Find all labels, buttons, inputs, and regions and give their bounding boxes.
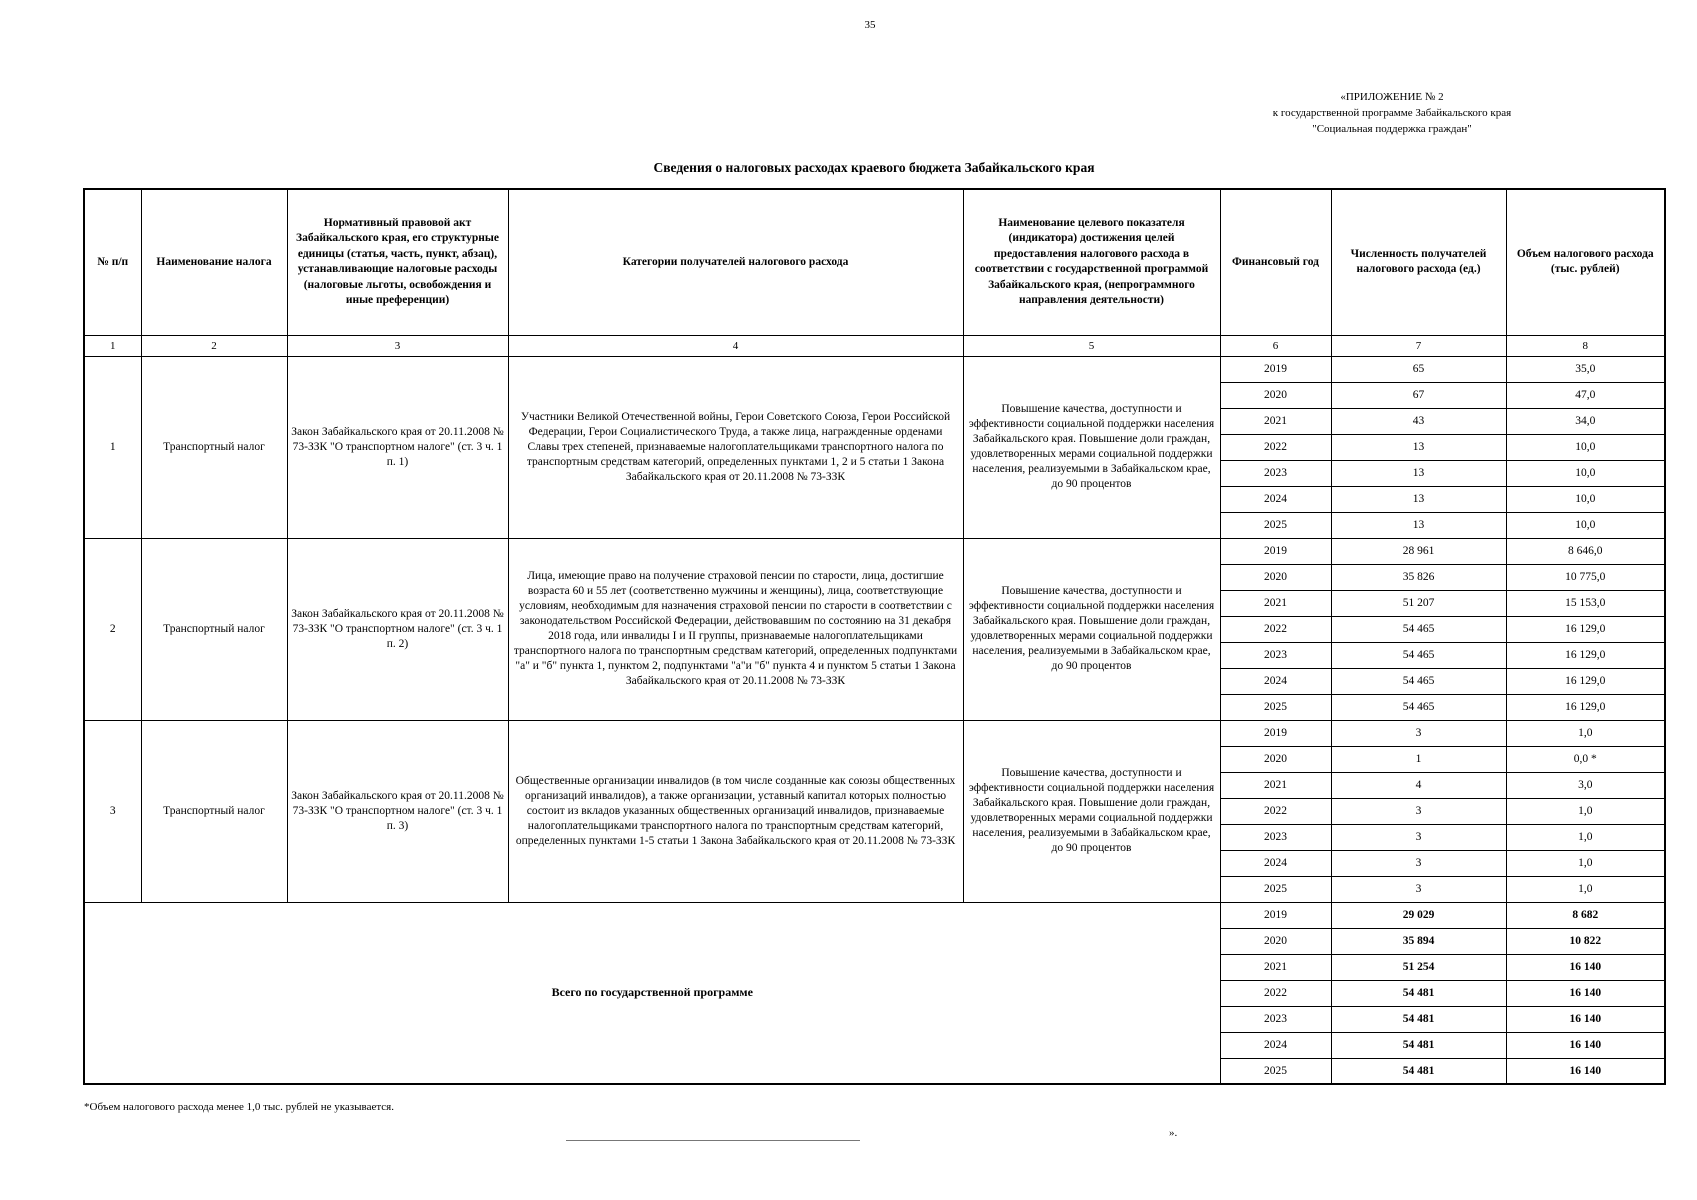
row-number: 1 bbox=[84, 356, 141, 538]
fiscal-year: 2019 bbox=[1220, 538, 1331, 564]
total-fiscal-year: 2022 bbox=[1220, 980, 1331, 1006]
recipient-count: 3 bbox=[1331, 798, 1506, 824]
expense-volume: 10,0 bbox=[1506, 460, 1665, 486]
column-number: 1 bbox=[84, 335, 141, 356]
fiscal-year: 2023 bbox=[1220, 642, 1331, 668]
fiscal-year: 2021 bbox=[1220, 772, 1331, 798]
header-target-indicator: Наименование целевого показателя (индикатора) достижения целей предоставления налогового расхода в соответствии с государственной программой Забайкальского края, (непрограммного направления деятельности) bbox=[963, 189, 1220, 335]
expense-volume: 34,0 bbox=[1506, 408, 1665, 434]
total-expense-volume: 8 682 bbox=[1506, 902, 1665, 928]
expense-volume: 1,0 bbox=[1506, 850, 1665, 876]
expense-volume: 3,0 bbox=[1506, 772, 1665, 798]
table-row bbox=[84, 538, 1665, 564]
recipient-category: Участники Великой Отечественной войны, Герои Советского Союза, Герои Российской Федерации, Герои Социалистического Труда, а также лица, награжденные орденами Славы трех степеней, признаваемые налогоплательщиками транспортного налога по транспортным средствам категорий, определенных пунктами 1, 2 и 5 статьи 1 Закона Забайкальского края от 20.11.2008 № 73-ЗЗК bbox=[508, 356, 963, 538]
total-fiscal-year: 2023 bbox=[1220, 1006, 1331, 1032]
footnote: *Объем налогового расхода менее 1,0 тыс. рублей не указывается. bbox=[84, 1101, 394, 1113]
appendix-line-2: к государственной программе Забайкальского края bbox=[1272, 107, 1512, 119]
fiscal-year: 2020 bbox=[1220, 382, 1331, 408]
expense-volume: 1,0 bbox=[1506, 876, 1665, 902]
recipient-count: 28 961 bbox=[1331, 538, 1506, 564]
recipient-count: 13 bbox=[1331, 512, 1506, 538]
total-fiscal-year: 2025 bbox=[1220, 1058, 1331, 1084]
total-expense-volume: 16 140 bbox=[1506, 1032, 1665, 1058]
expense-volume: 10 775,0 bbox=[1506, 564, 1665, 590]
total-expense-volume: 16 140 bbox=[1506, 1006, 1665, 1032]
expense-volume: 16 129,0 bbox=[1506, 694, 1665, 720]
fiscal-year: 2019 bbox=[1220, 720, 1331, 746]
fiscal-year: 2025 bbox=[1220, 694, 1331, 720]
target-indicator: Повышение качества, доступности и эффективности социальной поддержки населения Забайкальского края. Повышение доли граждан, удовлетворенных мерами социальной поддержки населения, реализуемыми в Забайкальском крае, до 90 процентов bbox=[963, 720, 1220, 902]
expense-volume: 10,0 bbox=[1506, 434, 1665, 460]
recipient-category: Лица, имеющие право на получение страховой пенсии по старости, лица, достигшие возраста 60 и 55 лет (соответственно мужчины и женщины), лица, соответствующие условиям, необходимым для назначения страховой пенсии по старости в соответствии с законодательством Российской Федерации, действовавшим по состоянию на 31 декабря 2018 года, или инвалиды I и II группы, признаваемые налогоплательщиками транспортного налога по транспортным средствам категорий, определенных подпунктами "а" и "б" пункта 1, пунктом 2, подпунктами "а"и "б" пункта 4 и пунктом 5 статьи 1 Закона Забайкальского края от 20.11.2008 № 73-ЗЗК bbox=[508, 538, 963, 720]
recipient-count: 3 bbox=[1331, 720, 1506, 746]
recipient-count: 67 bbox=[1331, 382, 1506, 408]
header-number: № п/п bbox=[84, 189, 141, 335]
table-row bbox=[84, 720, 1665, 746]
recipient-count: 54 465 bbox=[1331, 616, 1506, 642]
fiscal-year: 2020 bbox=[1220, 564, 1331, 590]
fiscal-year: 2023 bbox=[1220, 824, 1331, 850]
divider-line bbox=[566, 1140, 860, 1141]
column-number: 2 bbox=[141, 335, 287, 356]
fiscal-year: 2021 bbox=[1220, 408, 1331, 434]
column-number: 6 bbox=[1220, 335, 1331, 356]
fiscal-year: 2022 bbox=[1220, 616, 1331, 642]
appendix-line-3: "Социальная поддержка граждан" bbox=[1312, 123, 1472, 135]
total-fiscal-year: 2024 bbox=[1220, 1032, 1331, 1058]
fiscal-year: 2021 bbox=[1220, 590, 1331, 616]
tax-name: Транспортный налог bbox=[141, 720, 287, 902]
column-number: 5 bbox=[963, 335, 1220, 356]
fiscal-year: 2022 bbox=[1220, 434, 1331, 460]
expense-volume: 16 129,0 bbox=[1506, 616, 1665, 642]
expense-volume: 1,0 bbox=[1506, 720, 1665, 746]
total-expense-volume: 16 140 bbox=[1506, 1058, 1665, 1084]
expense-volume: 10,0 bbox=[1506, 512, 1665, 538]
header-recipient-categories: Категории получателей налогового расхода bbox=[508, 189, 963, 335]
expense-volume: 1,0 bbox=[1506, 798, 1665, 824]
expense-volume: 16 129,0 bbox=[1506, 668, 1665, 694]
column-number: 3 bbox=[287, 335, 508, 356]
column-number: 8 bbox=[1506, 335, 1665, 356]
total-expense-volume: 10 822 bbox=[1506, 928, 1665, 954]
recipient-count: 3 bbox=[1331, 850, 1506, 876]
fiscal-year: 2025 bbox=[1220, 876, 1331, 902]
recipient-count: 13 bbox=[1331, 460, 1506, 486]
fiscal-year: 2024 bbox=[1220, 668, 1331, 694]
recipient-count: 1 bbox=[1331, 746, 1506, 772]
column-number: 7 bbox=[1331, 335, 1506, 356]
header-fiscal-year: Финансовый год bbox=[1220, 189, 1331, 335]
total-recipient-count: 54 481 bbox=[1331, 980, 1506, 1006]
total-row bbox=[84, 902, 1665, 928]
header-recipient-count: Численность получателей налогового расхода (ед.) bbox=[1331, 189, 1506, 335]
table-row bbox=[84, 356, 1665, 382]
fiscal-year: 2019 bbox=[1220, 356, 1331, 382]
tax-expenditures-table bbox=[83, 188, 1666, 1085]
fiscal-year: 2025 bbox=[1220, 512, 1331, 538]
total-recipient-count: 54 481 bbox=[1331, 1058, 1506, 1084]
total-recipient-count: 29 029 bbox=[1331, 902, 1506, 928]
row-number: 3 bbox=[84, 720, 141, 902]
total-fiscal-year: 2021 bbox=[1220, 954, 1331, 980]
recipient-count: 4 bbox=[1331, 772, 1506, 798]
recipient-count: 3 bbox=[1331, 824, 1506, 850]
recipient-count: 65 bbox=[1331, 356, 1506, 382]
page-number: 35 bbox=[864, 19, 876, 31]
column-number: 4 bbox=[508, 335, 963, 356]
header-row bbox=[84, 189, 1665, 335]
fiscal-year: 2022 bbox=[1220, 798, 1331, 824]
expense-volume: 15 153,0 bbox=[1506, 590, 1665, 616]
row-number: 2 bbox=[84, 538, 141, 720]
total-recipient-count: 54 481 bbox=[1331, 1032, 1506, 1058]
total-expense-volume: 16 140 bbox=[1506, 980, 1665, 1006]
expense-volume: 16 129,0 bbox=[1506, 642, 1665, 668]
fiscal-year: 2023 bbox=[1220, 460, 1331, 486]
expense-volume: 8 646,0 bbox=[1506, 538, 1665, 564]
appendix-header bbox=[1242, 89, 1542, 137]
total-recipient-count: 35 894 bbox=[1331, 928, 1506, 954]
expense-volume: 35,0 bbox=[1506, 356, 1665, 382]
total-expense-volume: 16 140 bbox=[1506, 954, 1665, 980]
expense-volume: 0,0 * bbox=[1506, 746, 1665, 772]
legal-act: Закон Забайкальского края от 20.11.2008 № 73-ЗЗК "О транспортном налоге" (ст. 3 ч. 1 п. 2) bbox=[287, 538, 508, 720]
table-body bbox=[84, 335, 1665, 1084]
target-indicator: Повышение качества, доступности и эффективности социальной поддержки населения Забайкальского края. Повышение доли граждан, удовлетворенных мерами социальной поддержки населения, реализуемыми в Забайкальском крае, до 90 процентов bbox=[963, 538, 1220, 720]
expense-volume: 1,0 bbox=[1506, 824, 1665, 850]
total-recipient-count: 51 254 bbox=[1331, 954, 1506, 980]
header-legal-act: Нормативный правовой акт Забайкальского края, его структурные единицы (статья, часть, пункт, абзац), устанавливающие налоговые расходы (налоговые льготы, освобождения и иные преференции) bbox=[287, 189, 508, 335]
recipient-count: 51 207 bbox=[1331, 590, 1506, 616]
closing-mark: ». bbox=[1169, 1127, 1178, 1139]
total-recipient-count: 54 481 bbox=[1331, 1006, 1506, 1032]
recipient-category: Общественные организации инвалидов (в том числе созданные как союзы общественных организаций инвалидов), а также организации, уставный капитал которых полностью состоит из вкладов указанных общественных организаций инвалидов, признаваемые налогоплательщиками транспортного налога по транспортным средствам категорий, определенных пунктами 1-5 статьи 1 Закона Забайкальского края от 20.11.2008 № 73-ЗЗК bbox=[508, 720, 963, 902]
recipient-count: 54 465 bbox=[1331, 668, 1506, 694]
recipient-count: 54 465 bbox=[1331, 642, 1506, 668]
recipient-count: 43 bbox=[1331, 408, 1506, 434]
recipient-count: 13 bbox=[1331, 434, 1506, 460]
expense-volume: 10,0 bbox=[1506, 486, 1665, 512]
total-fiscal-year: 2019 bbox=[1220, 902, 1331, 928]
total-fiscal-year: 2020 bbox=[1220, 928, 1331, 954]
recipient-count: 35 826 bbox=[1331, 564, 1506, 590]
recipient-count: 13 bbox=[1331, 486, 1506, 512]
recipient-count: 54 465 bbox=[1331, 694, 1506, 720]
legal-act: Закон Забайкальского края от 20.11.2008 № 73-ЗЗК "О транспортном налоге" (ст. 3 ч. 1 п. 3) bbox=[287, 720, 508, 902]
tax-name: Транспортный налог bbox=[141, 538, 287, 720]
total-label: Всего по государственной программе bbox=[84, 902, 1220, 1084]
recipient-count: 3 bbox=[1331, 876, 1506, 902]
header-tax-name: Наименование налога bbox=[141, 189, 287, 335]
document-title: Сведения о налоговых расходах краевого бюджета Забайкальского края bbox=[653, 160, 1095, 175]
fiscal-year: 2024 bbox=[1220, 486, 1331, 512]
header-expense-volume: Объем налогового расхода (тыс. рублей) bbox=[1506, 189, 1665, 335]
column-numbers-row bbox=[84, 335, 1665, 356]
appendix-line-1: «ПРИЛОЖЕНИЕ № 2 bbox=[1340, 91, 1444, 103]
tax-name: Транспортный налог bbox=[141, 356, 287, 538]
target-indicator: Повышение качества, доступности и эффективности социальной поддержки населения Забайкальского края. Повышение доли граждан, удовлетворенных мерами социальной поддержки населения, реализуемыми в Забайкальском крае, до 90 процентов bbox=[963, 356, 1220, 538]
legal-act: Закон Забайкальского края от 20.11.2008 № 73-ЗЗК "О транспортном налоге" (ст. 3 ч. 1 п. 1) bbox=[287, 356, 508, 538]
fiscal-year: 2024 bbox=[1220, 850, 1331, 876]
fiscal-year: 2020 bbox=[1220, 746, 1331, 772]
expense-volume: 47,0 bbox=[1506, 382, 1665, 408]
